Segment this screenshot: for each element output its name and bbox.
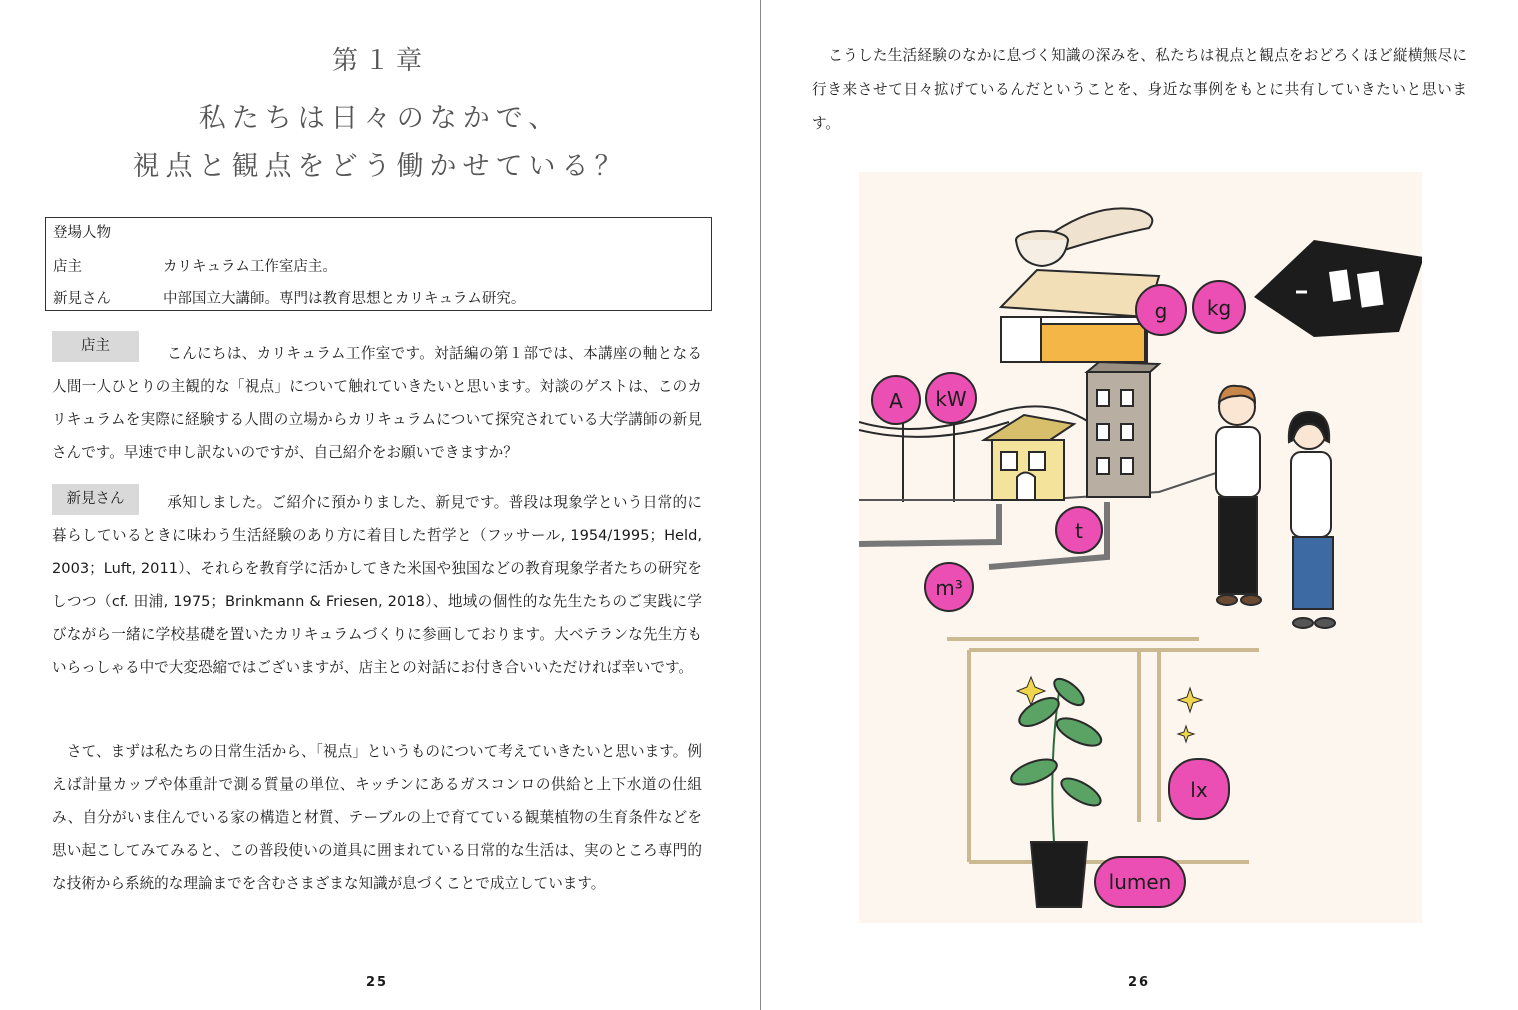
cast-box — [45, 217, 712, 311]
cast-desc: カリキュラム工作室店主。 — [163, 259, 337, 275]
chapter-title-line2: 視点と観点をどう働かせている？ — [132, 151, 628, 182]
svg-text:A: A — [889, 389, 903, 413]
page-number-left: 25 — [366, 975, 389, 990]
unit-bubble-a — [872, 376, 920, 424]
svg-text:lx: lx — [1190, 778, 1208, 802]
book-spine — [760, 0, 761, 1010]
storage-container-icon — [1001, 270, 1159, 362]
svg-text:kW: kW — [935, 387, 967, 411]
unit-bubble-g — [1136, 285, 1186, 335]
svg-text:lumen: lumen — [1108, 870, 1172, 894]
unit-bubble-lumen — [1095, 857, 1185, 907]
cast-heading: 登場人物 — [53, 225, 111, 241]
unit-bubble-kw — [926, 373, 976, 423]
svg-text:m³: m³ — [935, 576, 963, 600]
svg-text:t: t — [1075, 519, 1083, 543]
unit-bubble-kg — [1193, 281, 1245, 333]
page-number-right: 26 — [1128, 975, 1151, 990]
cast-role: 店主 — [53, 259, 82, 275]
chapter-number: 第１章 — [331, 46, 428, 76]
svg-text:kg: kg — [1206, 296, 1232, 320]
apartment-building-icon — [1087, 362, 1159, 497]
right-paragraph: こうした生活経験のなかに息づく知識の深みを、私たちは視点と観点をおどろくほど縦横無尽に行き来させて日々拡げているんだということを、身近な事例をもとに共有していきたいと思います。 — [812, 47, 1467, 132]
cast-row — [53, 289, 525, 309]
svg-text:g: g — [1154, 299, 1168, 323]
unit-bubble-m3 — [925, 563, 973, 611]
unit-bubble-t — [1056, 507, 1102, 553]
unit-bubble-lx — [1169, 759, 1229, 819]
cast-desc: 中部国立大講師。専門は教育思想とカリキュラム研究。 — [163, 291, 526, 307]
dialogue-niimi: 承知しました。ご紹介に預かりました、新見です。普段は現象学という日常的に暮らしているときに味わう生活経験のあり方に着目した哲学と（フッサール, 1954/1995；Held, 2003；Luft, 2011）、それらを教育学に活かしてきた米国や独国などの教育現象学者たちの研究をしつつ（cf. 田浦, 1975；Brinkmann & Friesen, 2018）、地域の個性的な先生たちのご実践に学びながら一緒に学校基礎を置いたカリキュラムづくりに参画しております。大ベテランな先生方もいらっしゃる中で大変恐縮ではございますが、店主との対話にお付き合いいただければ幸いです。 — [52, 494, 702, 676]
chapter-title-line1: 私たちは日々のなかで、 — [198, 103, 562, 134]
dialogue-owner: こんにちは、カリキュラム工作室です。対話編の第１部では、本講座の軸となる人間一人ひとりの主観的な「視点」について触れていきたいと思います。対談のゲストは、このカリキュラムを実際に経験する人間の立場からカリキュラムについて探究されている大学講師の新見さんです。早速で申し訳ないのですが、自己紹介をお願いできますか？ — [52, 345, 702, 461]
speaker-tag-niimi: 新見さん — [52, 484, 139, 515]
units-illustration — [859, 172, 1422, 923]
cast-role: 新見さん — [53, 291, 111, 307]
cast-row — [53, 257, 337, 277]
speaker-tag-owner: 店主 — [52, 331, 139, 362]
narration-paragraph: さて、まずは私たちの日常生活から、「視点」というものについて考えていきたいと思います。例えば計量カップや体重計で測る質量の単位、キッチンにあるガスコンロの供給と上下水道の仕組み、自分がいま住んでいる家の構造と材質、テーブルの上で育てている観葉植物の生育条件などを思い起こしてみてみると、この普段使いの道具に囲まれている日常的な生活は、実のところ専門的な技術から系統的な理論までを含むさまざまな知識が息づくことで成立しています。 — [52, 743, 702, 892]
